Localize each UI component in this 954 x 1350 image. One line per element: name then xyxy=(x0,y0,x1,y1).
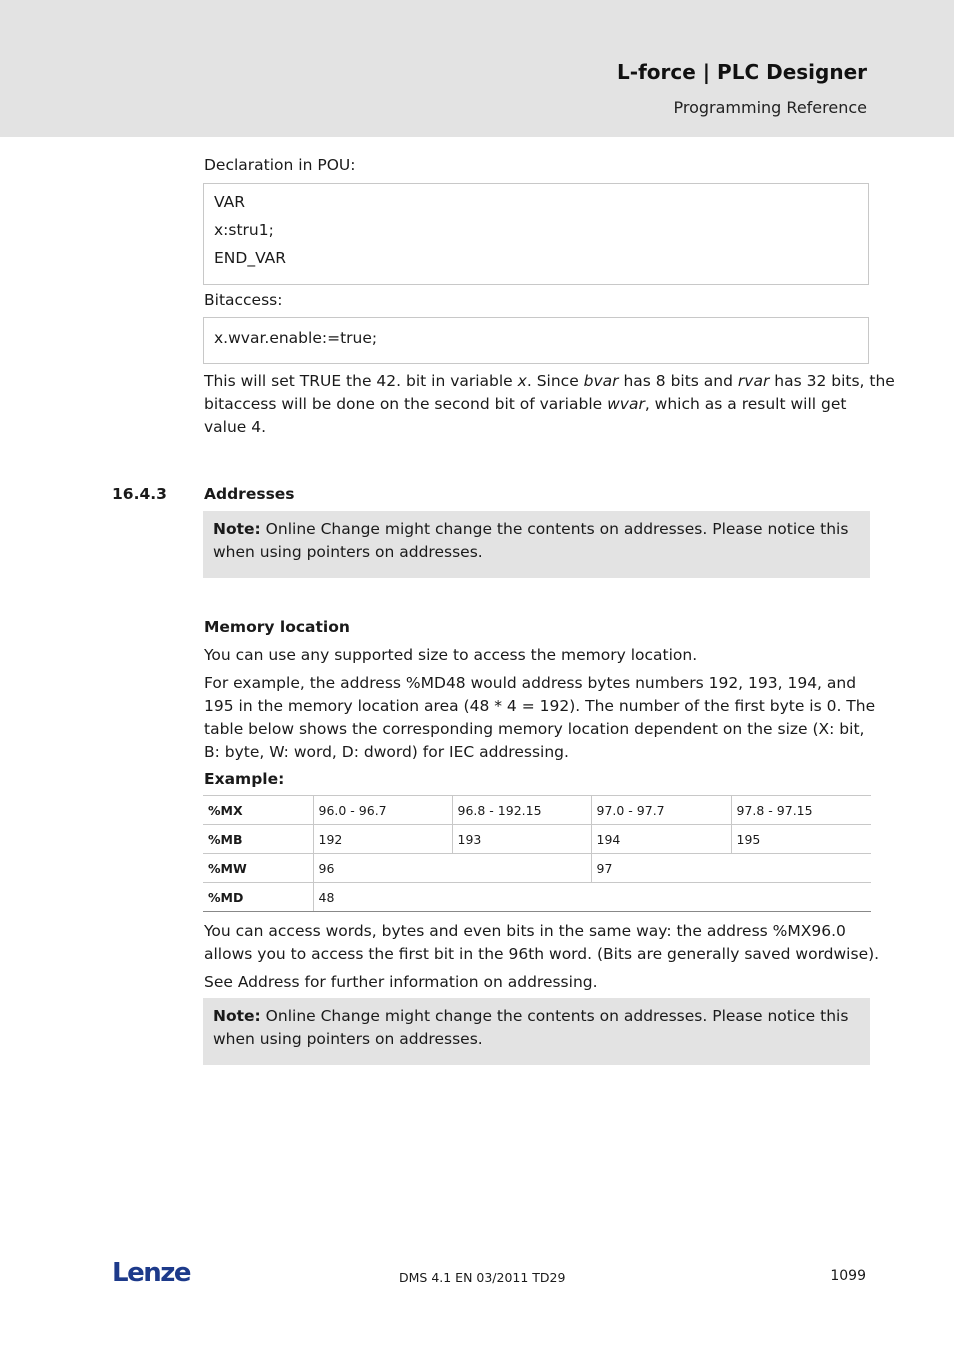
explanation-paragraph: This will set TRUE the 42. bit in variable x. Since bvar has 8 bits and rvar has 32 bits, the bitaccess will be done on the second bit of variable wvar, which as a result will get value 4. xyxy=(204,372,895,436)
code-line: VAR xyxy=(214,193,245,211)
header-subtitle: Programming Reference xyxy=(673,98,867,117)
memory-intro: You can use any supported size to access the memory location. xyxy=(204,646,698,664)
note-box: Note: Online Change might change the contents on addresses. Please notice this when using pointers on addresses. xyxy=(203,998,870,1065)
memory-paragraph: For example, the address %MD48 would address bytes numbers 192, 193, 194, and 195 in the memory location area (48 * 4 = 192). The number of the first byte is 0. The table below shows the corresponding memory location dependent on the size (X: bit, B: byte, W: word, D: dword) for IEC addressing. xyxy=(204,674,876,761)
subsection-heading: Memory location xyxy=(204,618,350,636)
declaration-code-box xyxy=(203,183,869,285)
bitaccess-code-box xyxy=(203,317,869,364)
code-line: END_VAR xyxy=(214,249,287,267)
section-number: 16.4.3 xyxy=(112,485,167,503)
code-line: x.wvar.enable:=true; xyxy=(214,329,378,347)
note-box: Note: Online Change might change the contents on addresses. Please notice this when using pointers on addresses. xyxy=(203,511,870,578)
note-label: Note: xyxy=(213,520,261,538)
table-row: %MX 96.0 - 96.7 96.8 - 192.15 97.0 - 97.7 97.8 - 97.15 xyxy=(203,796,871,825)
header-title: L-force | PLC Designer xyxy=(617,60,867,84)
page-header xyxy=(0,0,954,137)
page-number: 1099 xyxy=(830,1268,866,1284)
table-row: %MB 192 193 194 195 xyxy=(203,825,871,854)
note-label: Note: xyxy=(213,1007,261,1025)
bitaccess-label: Bitaccess: xyxy=(204,291,283,309)
access-paragraph: You can access words, bytes and even bits in the same way: the address %MX96.0 allows you to access the first bit in the 96th word. (Bits are generally saved wordwise). xyxy=(204,922,880,963)
example-label: Example: xyxy=(204,770,285,788)
see-address-text: See Address for further information on addressing. xyxy=(204,973,598,991)
code-line: x:stru1; xyxy=(214,221,274,239)
table-row: %MD 48 xyxy=(203,883,871,912)
memory-table xyxy=(203,795,871,912)
document-id: DMS 4.1 EN 03/2011 TD29 xyxy=(399,1270,566,1285)
lenze-logo: Lenze xyxy=(112,1258,190,1288)
declaration-label: Declaration in POU: xyxy=(204,156,356,174)
table-row: %MW 96 97 xyxy=(203,854,871,883)
section-title: Addresses xyxy=(204,485,295,503)
